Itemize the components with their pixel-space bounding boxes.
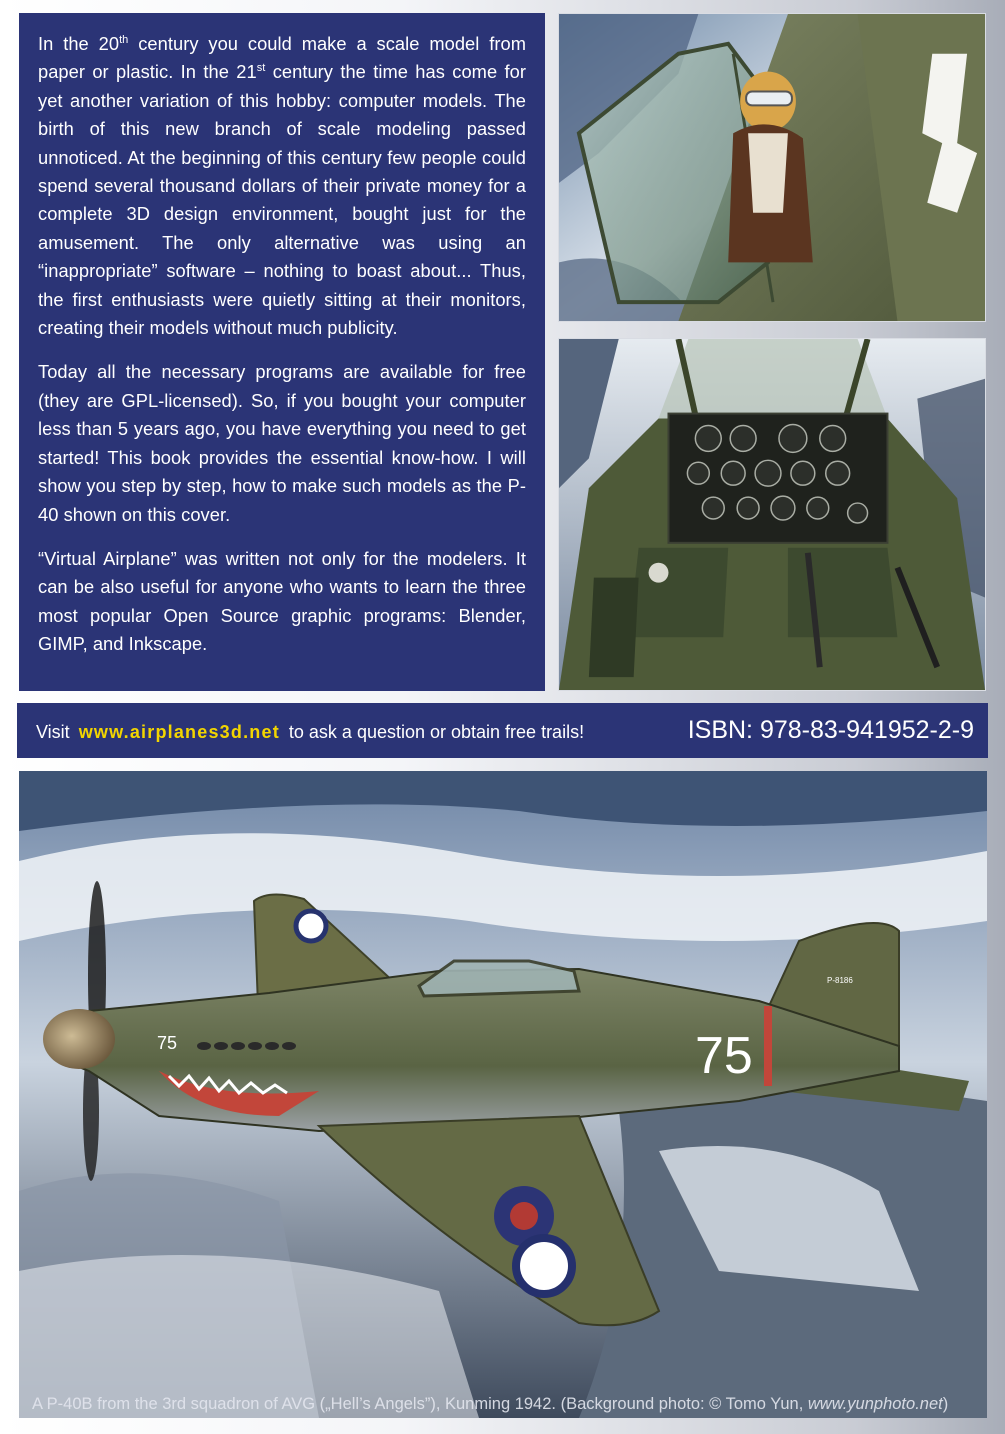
description-panel [19, 13, 545, 691]
superscript-st: st [256, 62, 266, 75]
paragraph-audience: “Virtual Airplane” was written not only for the modelers. It can be also useful for anyone who wants to learn the three most popular Open Source graphic programs: Blender, GIMP, and Inkscape. [38, 547, 526, 655]
intro-text-3: century the time has come for yet another variation of this hobby: computer models. The birth of this new branch of scale modeling passed unnoticed. At the beginning of this century few people could spend several thousand dollars of their private money for a complete 3D design environment, bought just for the amusement. The only alternative was using an “inappropriate” software – nothing to boast about... Thus, the first enthusiasts were quietly sitting at their monitors, creating their models without much publicity. [38, 61, 526, 339]
website-link[interactable]: www.airplanes3d.net [78, 722, 280, 742]
nose-number: 75 [157, 1033, 178, 1053]
pilot-render-image [558, 13, 986, 322]
intro-text-2: century you could make a scale model from paper or plastic. In the 21 [38, 33, 526, 83]
p40-main-render-image [19, 771, 987, 1418]
paragraph-intro [38, 30, 526, 342]
paragraph-programs: Today all the necessary programs are available for free (they are GPL-licensed). So, if you bought your computer less than 5 years ago, you have everything you need to get started! This book provides the essential know-how. I will show you step by step, how to make such models as the P-40 shown on this cover. [38, 361, 526, 525]
visit-line [36, 722, 584, 743]
credit-link[interactable]: www.yunphoto.net [807, 1395, 943, 1413]
superscript-th: th [119, 34, 129, 46]
intro-text-1: In the 20 [38, 33, 120, 54]
tail-serial: P-8186 [827, 976, 853, 985]
cockpit-render-image [558, 338, 986, 691]
isbn-label: ISBN: 978-83-941952-2-9 [687, 716, 974, 744]
caption-text: A P-40B from the 3rd squadron of AVG („Hell’s Angels”), Kunming 1942. (Background photo: © Tomo Yun, [32, 1395, 808, 1413]
visit-prefix: Visit [36, 722, 70, 742]
info-banner [17, 703, 988, 758]
visit-suffix: to ask a question or obtain free trails! [288, 722, 585, 742]
caption-close: ) [942, 1395, 949, 1413]
fuselage-number: 75 [695, 1027, 753, 1085]
photo-caption [32, 1395, 948, 1414]
